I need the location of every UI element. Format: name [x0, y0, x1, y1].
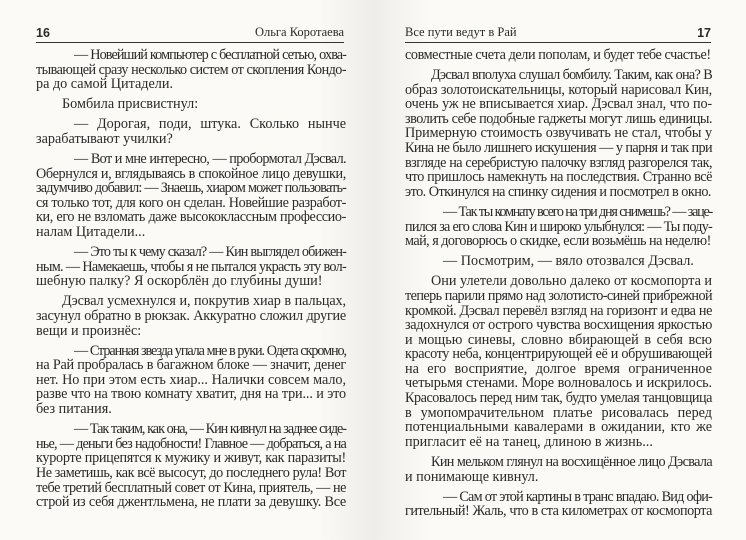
text-line: тывающей сразу несколько систем от скопления Кондо- [36, 61, 346, 78]
running-head-author: Ольга Коротаева [254, 25, 344, 39]
paragraph [405, 48, 712, 63]
text-line: совместные счета дели пополам, и будет тебе счастье! [405, 47, 711, 63]
text-line: Обернулся и, вглядываясь в спокойное лицо девушки, [36, 165, 346, 182]
text-line: гительный! Жаль, что в ста километрах от космопорта [405, 503, 712, 520]
paragraph [36, 245, 346, 289]
text-line: — Сам от этой картины в транс впадаю. Вид офи- [443, 488, 712, 505]
text-line: очень уж не вписывается хиар. Дэсвал знал, что по- [405, 96, 712, 113]
text-line: ся только тот, для кого он сделан. Новейшие разработ- [36, 194, 346, 211]
text-line: Примерную стоимость озвучивать не стал, чтобы у [405, 125, 712, 142]
text-line: пился за его слова Кин и широко улыбнулся: — Ты поду- [405, 218, 712, 235]
text-line: Они улетели довольно далеко от космопорта и [431, 273, 713, 290]
text-line: нье, — деньги без надобности! Главное — добраться, а на [36, 435, 346, 452]
text-line: — Это ты к чему сказал? — Кин выглядел обижен- [74, 244, 346, 261]
text-line: в умопомрачительном платье рисовалась перед [405, 404, 712, 421]
text-line: Не заметишь, как всё высосут, до последнего рула! Вот [36, 464, 346, 481]
text-line: — Так таким, как она, — Кин кивнул на заднее сиде- [74, 421, 346, 438]
text-line: Бомбила присвистнул: [62, 96, 199, 113]
text-line: потенциальными кавалерами в ожидании, кто же [405, 419, 712, 436]
text-line: ным. — Намекаешь, чтобы я не пытался украсть эту вол- [36, 258, 346, 275]
page-number: 16 [36, 26, 50, 40]
text-line: задохнулся от острого чувства восхищения яркостью [405, 317, 712, 334]
paragraph [405, 455, 712, 484]
text-line: на Рай пробралась в багажном блоке — значит, денег [36, 357, 346, 374]
text-line: вещи и произнёс: [36, 322, 142, 339]
text-line: налам Цитадели... [36, 224, 146, 241]
paragraph [36, 48, 346, 92]
text-line: задумчиво добавил: — Знаешь, хиаром может пользовать- [36, 180, 346, 197]
text-line: курорте прицепятся к мужику и живут, как паразиты! [36, 450, 346, 467]
text-line: на его восприятие, долгое время ограниченное [405, 360, 712, 377]
text-line: — Странная звезда упала мне в руки. Одета скромно, [74, 342, 346, 359]
text-line: и мощью синевы, словно вбирающей в себя всю [405, 331, 712, 348]
text-line: шебную палку? Я оскорблён до глубины души! [36, 273, 323, 290]
right-page [373, 0, 746, 540]
text-line: — Дорогая, поди, штука. Сколько нынче [74, 116, 346, 133]
paragraph [405, 490, 712, 519]
text-line: Дэсвал усмехнулся и, покрутив хиар в пальцах, [62, 293, 346, 310]
text-line: строй из себя джентльмена, не плати за девушку. Все [36, 494, 346, 511]
text-line: разве что на твою комнату хватит, дня на три... и это [36, 386, 346, 403]
text-line: взгляде на серебристую палочку взгляд разгорелся так, [405, 154, 712, 171]
page-number: 17 [697, 26, 711, 40]
left-page-header [36, 24, 344, 43]
paragraph [405, 68, 712, 199]
text-line: ки, его не взломать даже высококлассным профессио- [36, 209, 346, 226]
text-line: и понимающе кивнул. [405, 468, 539, 485]
text-line: — Новейший компьютер с бесплатной сетью, охва- [74, 47, 346, 63]
text-line: — Посмотрим, — вяло отозвался Дэсвал. [443, 253, 694, 270]
text-line: кромкой. Дэсвал перевёл взгляд на горизонт и едва не [405, 302, 712, 319]
text-line: Кина не было лишнего искушения — у парня и так при [405, 140, 712, 157]
text-line: Кин мельком глянул на восхищённое лицо Дэсвала [431, 453, 712, 470]
paragraph [36, 294, 346, 338]
right-page-body [405, 48, 712, 524]
paragraph [36, 97, 346, 112]
text-line: зволить себе подобные гаджеты могут лишь единицы. [405, 110, 712, 127]
right-page-header [405, 24, 711, 43]
text-line: май, я договорюсь о скидке, если возьмёшь на неделю! [405, 233, 711, 250]
left-page-body [36, 48, 346, 515]
paragraph [405, 254, 712, 269]
paragraph [36, 117, 346, 146]
paragraph [36, 422, 346, 510]
text-line: Красовалось перед ним так, будто умелая танцовщица [405, 390, 712, 407]
paragraph [36, 152, 346, 240]
text-line: засунул обратно в рюкзак. Аккуратно сложил другие [36, 308, 346, 324]
text-line: четырьмя стенами. Море волновалось и искрилось. [405, 375, 712, 392]
paragraph [36, 344, 346, 417]
paragraph [405, 274, 712, 449]
text-line: тебе третий бесплатный совет от Кина, приятель, — не [36, 479, 346, 496]
paragraph [405, 205, 712, 249]
text-line: красоту неба, концентрирующей её и обрушивающей [405, 346, 712, 363]
text-line: ра до самой Цитадели. [36, 76, 174, 93]
text-line: пригласит её на танец, длиною в жизнь... [405, 433, 653, 450]
text-line: нет. Но при этом есть хиар... Налички совсем мало, [36, 371, 346, 388]
text-line: зарабатывают училки? [36, 130, 173, 147]
text-line: это. Откинулся на спинку сидения и посмотрел в окно. [405, 183, 711, 200]
text-line: образ золотоискательницы, который нарисовал Кин, [405, 81, 712, 98]
running-head-title: Все пути ведут в Рай [405, 25, 517, 39]
text-line: теперь парили прямо над золотисто-синей прибрежной [405, 287, 712, 304]
text-line: — Так ты комнату всего на три дня снимешь? — заце- [443, 203, 712, 220]
text-line: без питания. [36, 401, 112, 418]
text-line: что пришлось намекнуть на последствия. Странно всё [405, 169, 712, 186]
text-line: Дэсвал вполуха слушал бомбилу. Таким, как она? В [431, 67, 712, 84]
text-line: — Вот и мне интересно, — пробормотал Дэсвал. [74, 151, 346, 168]
